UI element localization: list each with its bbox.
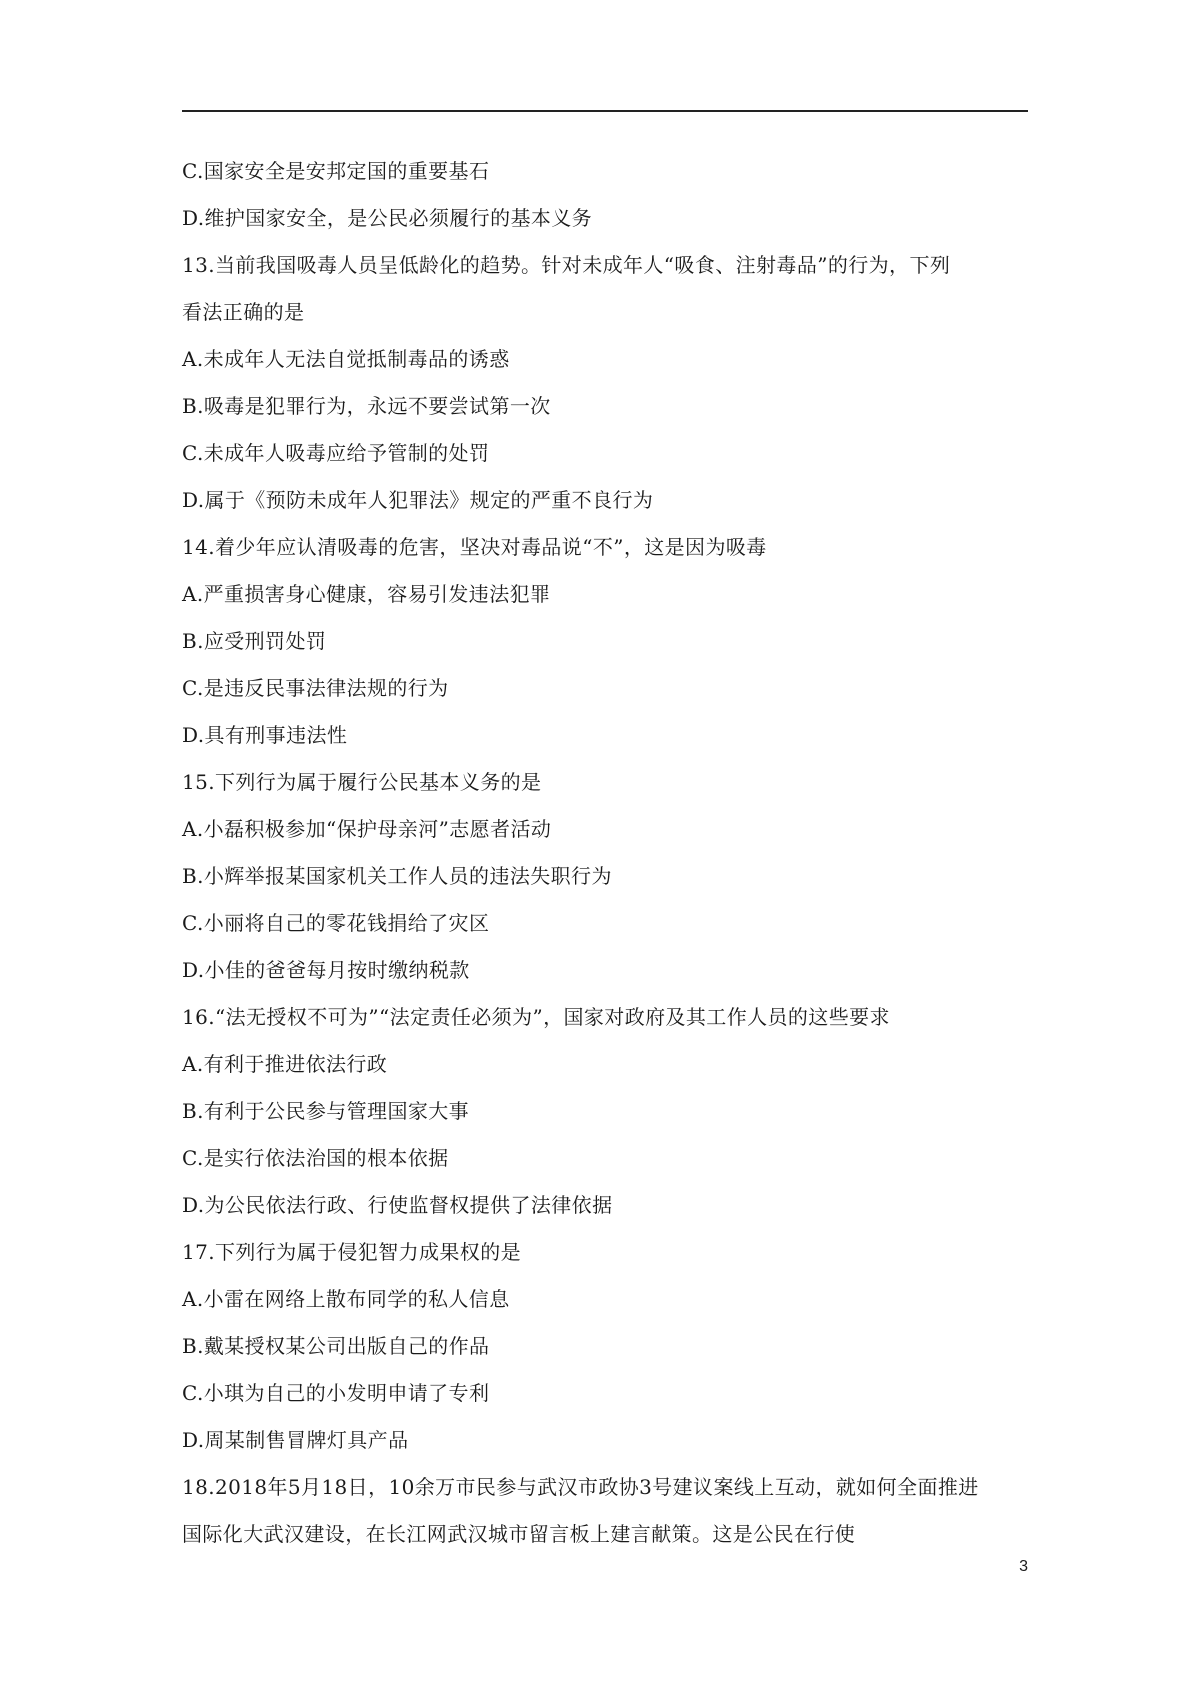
question-16-option-b: B.有利于公民参与管理国家大事 xyxy=(182,1099,470,1123)
text-line: C.国家安全是安邦定国的重要基石 xyxy=(182,159,490,183)
question-13-stem: 13.当前我国吸毒人员呈低龄化的趋势。针对未成年人“吸食、注射毒品”的行为，下列 xyxy=(182,253,951,277)
question-16-stem: 16.“法无授权不可为”“法定责任必须为”，国家对政府及其工作人员的这些要求 xyxy=(182,1005,890,1029)
question-14-option-b: B.应受刑罚处罚 xyxy=(182,629,327,653)
question-14-option-d: D.具有刑事违法性 xyxy=(182,723,348,747)
question-17-option-a: A.小雷在网络上散布同学的私人信息 xyxy=(182,1287,510,1311)
question-17-stem: 17.下列行为属于侵犯智力成果权的是 xyxy=(182,1240,522,1264)
question-14-stem: 14.着少年应认清吸毒的危害，坚决对毒品说“不”，这是因为吸毒 xyxy=(182,535,767,559)
question-14-option-c: C.是违反民事法律法规的行为 xyxy=(182,676,449,700)
question-13-option-d: D.属于《预防未成年人犯罪法》规定的严重不良行为 xyxy=(182,488,654,512)
question-15-option-c: C.小丽将自己的零花钱捐给了灾区 xyxy=(182,911,490,935)
question-15-option-d: D.小佳的爸爸每月按时缴纳税款 xyxy=(182,958,470,982)
question-13-option-b: B.吸毒是犯罪行为，永远不要尝试第一次 xyxy=(182,394,551,418)
question-18-stem: 18.2018年5月18日，10余万市民参与武汉市政协3号建议案线上互动，就如何全面推进 xyxy=(182,1475,979,1499)
question-15-option-b: B.小辉举报某国家机关工作人员的违法失职行为 xyxy=(182,864,612,888)
text-line: D.维护国家安全，是公民必须履行的基本义务 xyxy=(182,206,593,230)
question-15-option-a: A.小磊积极参加“保护母亲河”志愿者活动 xyxy=(182,817,552,841)
question-16-option-a: A.有利于推进依法行政 xyxy=(182,1052,388,1076)
question-17-option-b: B.戴某授权某公司出版自己的作品 xyxy=(182,1334,490,1358)
question-18-stem-cont: 国际化大武汉建设，在长江网武汉城市留言板上建言献策。这是公民在行使 xyxy=(182,1522,856,1546)
question-13-option-a: A.未成年人无法自觉抵制毒品的诱惑 xyxy=(182,347,510,371)
question-13-stem-cont: 看法正确的是 xyxy=(182,300,305,324)
question-13-option-c: C.未成年人吸毒应给予管制的处罚 xyxy=(182,441,490,465)
question-15-stem: 15.下列行为属于履行公民基本义务的是 xyxy=(182,770,542,794)
header-rule xyxy=(182,110,1028,112)
page-number: 3 xyxy=(1019,1558,1028,1575)
question-17-option-d: D.周某制售冒牌灯具产品 xyxy=(182,1428,409,1452)
question-16-option-d: D.为公民依法行政、行使监督权提供了法律依据 xyxy=(182,1193,613,1217)
question-14-option-a: A.严重损害身心健康，容易引发违法犯罪 xyxy=(182,582,551,606)
question-16-option-c: C.是实行依法治国的根本依据 xyxy=(182,1146,449,1170)
question-17-option-c: C.小琪为自己的小发明申请了专利 xyxy=(182,1381,490,1405)
document-body xyxy=(182,148,1042,1558)
